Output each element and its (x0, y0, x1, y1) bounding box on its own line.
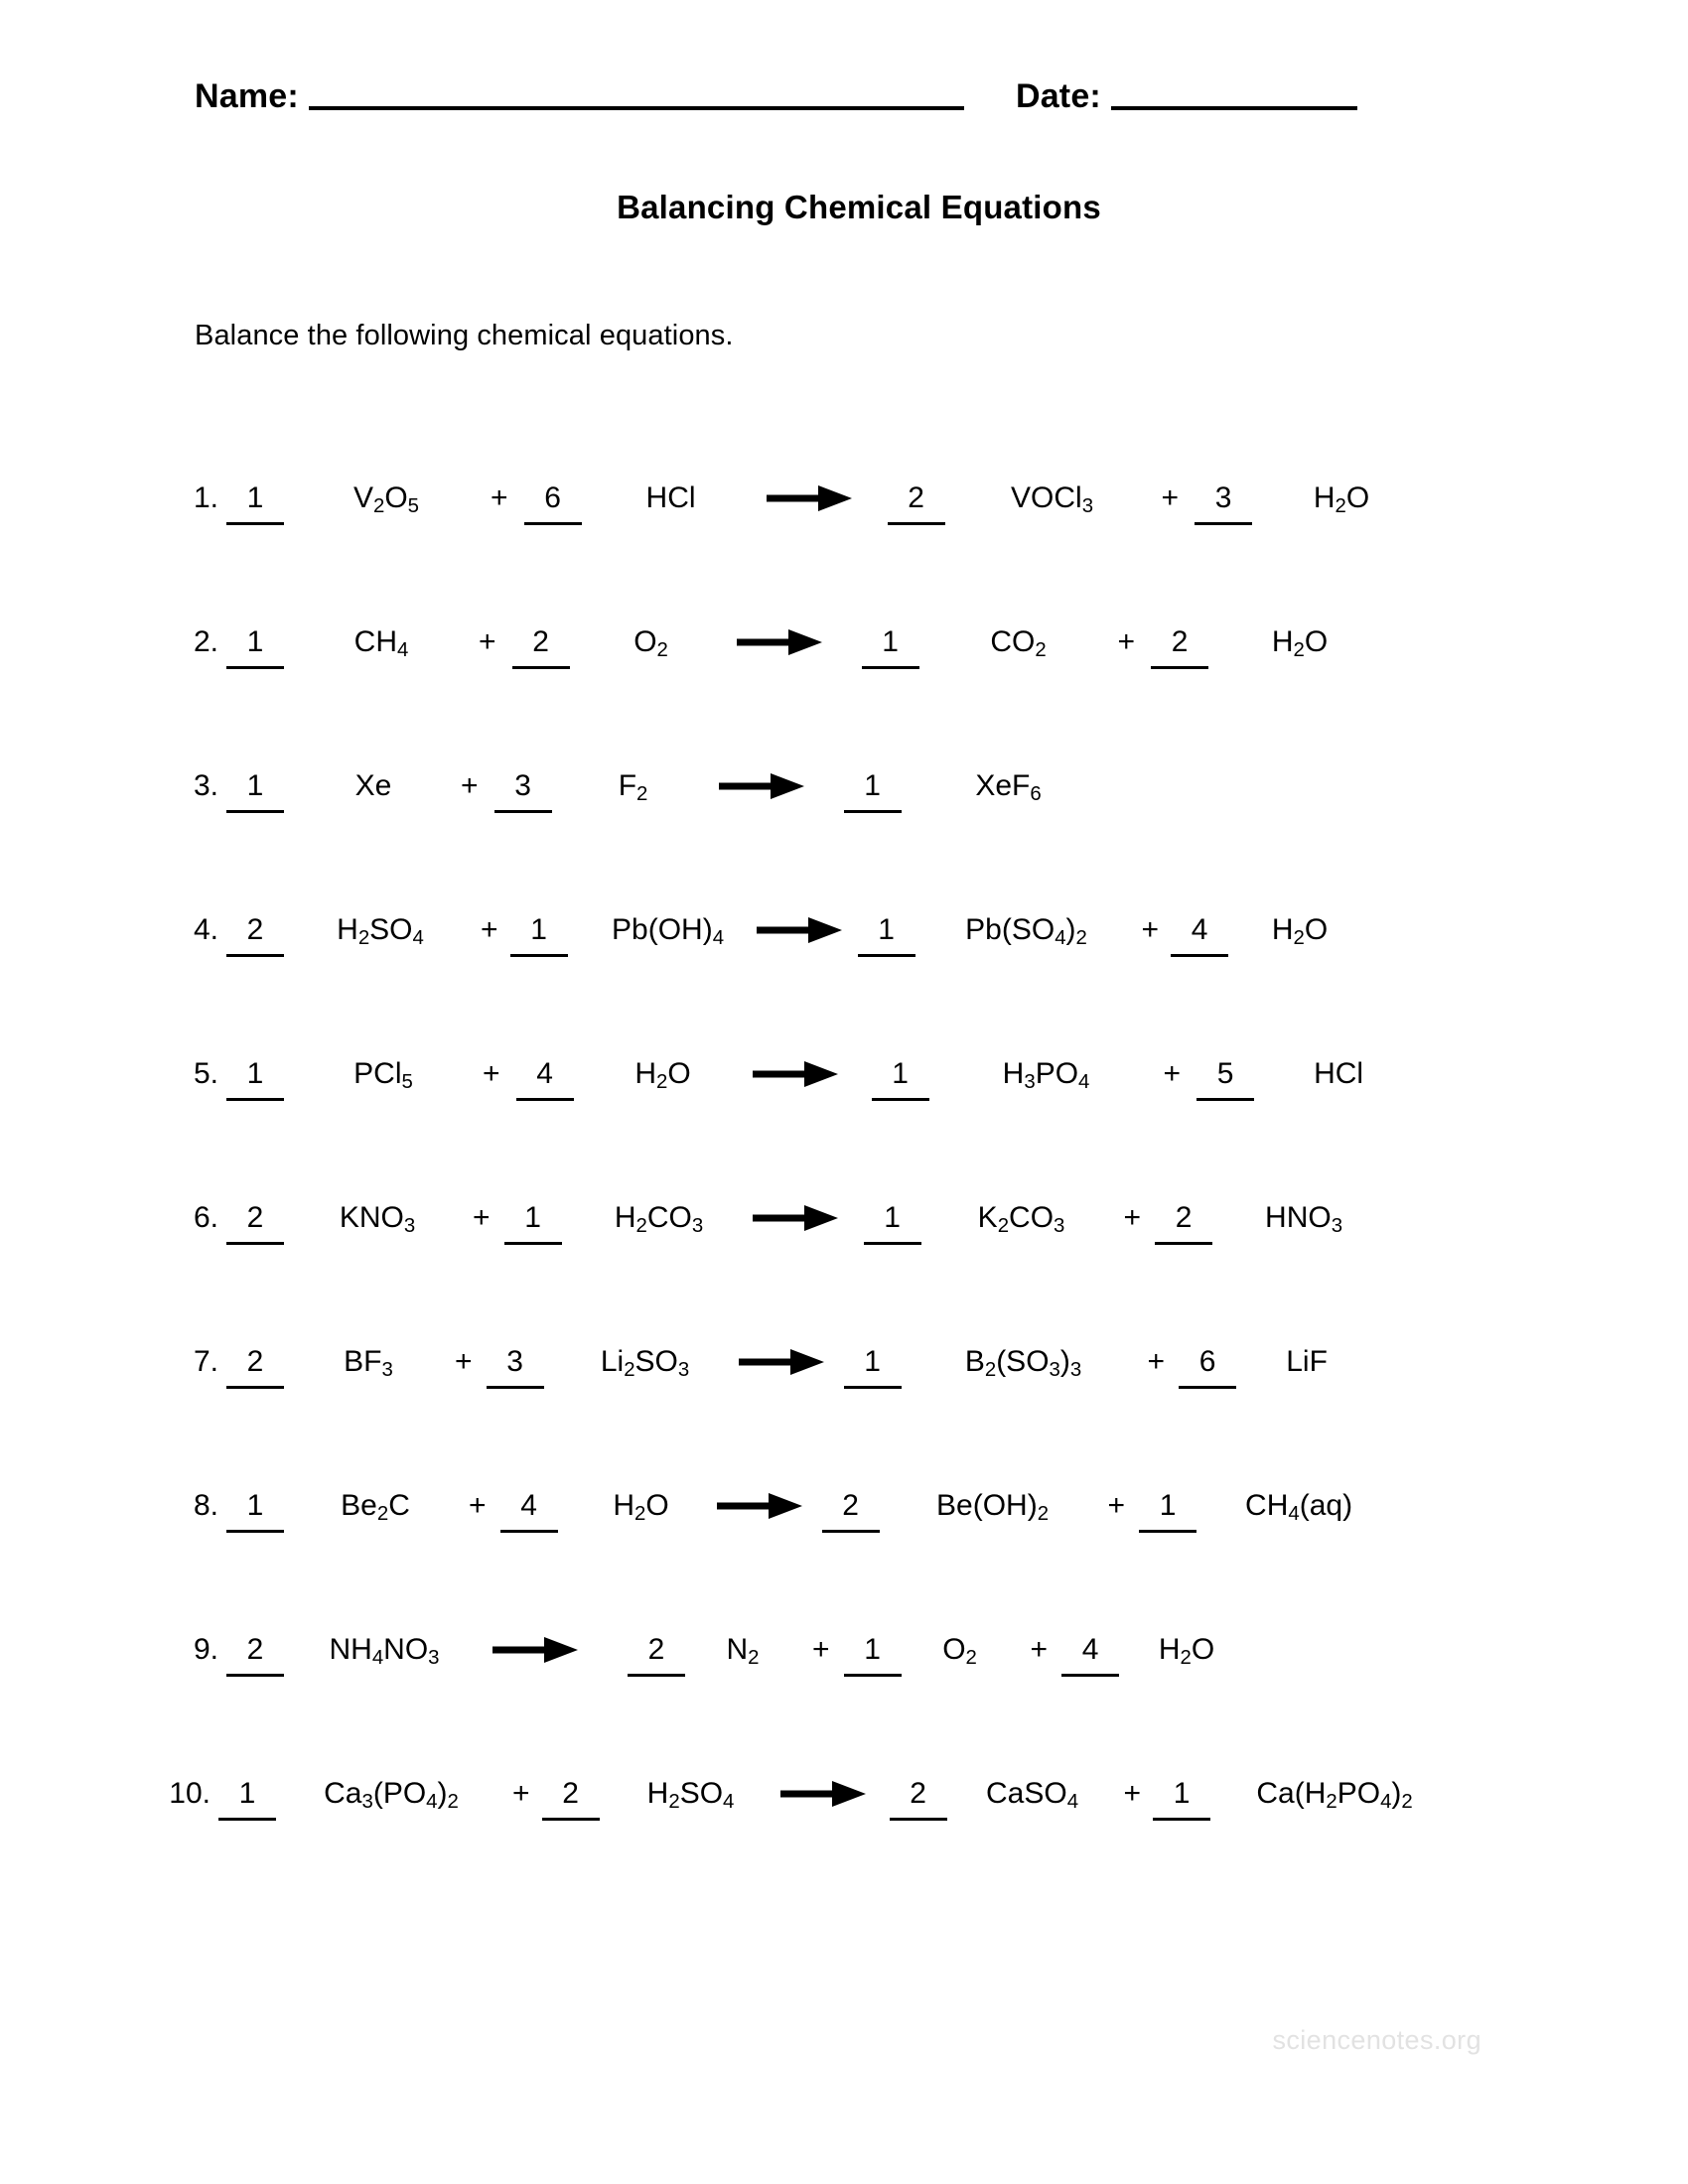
coefficient-blank-reactant-1[interactable]: 1 (226, 771, 284, 813)
coefficient-blank-product-1[interactable]: 1 (864, 1203, 921, 1245)
formula-KNO3: $KNO_3$ (339, 1201, 416, 1238)
formula-Pb(OH)4: $Pb(OH)_4$ (612, 913, 725, 950)
formula-H3PO4: $H_3PO_4$ (1002, 1057, 1090, 1094)
plus-sign: + (512, 1777, 530, 1810)
formula-Li2SO3: $Li_2SO_3$ (600, 1345, 690, 1382)
coefficient-blank-reactant-2[interactable]: 4 (516, 1059, 574, 1101)
formula-LiF: LiF (1286, 1345, 1328, 1378)
plus-sign: + (455, 1345, 473, 1378)
equation-number: 7. (193, 1345, 218, 1378)
coefficient-blank-product-1[interactable]: 1 (872, 1059, 929, 1101)
plus-sign: + (469, 1489, 487, 1522)
plus-sign: + (461, 769, 479, 802)
coefficient-blank-reactant-1[interactable]: 1 (218, 1779, 276, 1821)
equation-body (226, 483, 1688, 525)
plus-sign: + (1147, 1345, 1166, 1378)
formula-B2(SO3)3: $B_2(SO_3)_3$ (964, 1345, 1082, 1382)
formula-HNO3: $HNO_3$ (1265, 1201, 1343, 1238)
coefficient-blank-product-1[interactable]: 1 (844, 1347, 902, 1389)
formula-HCl: HCl (1314, 1057, 1364, 1090)
formula-V2O5: $V_2O_5$ (352, 481, 420, 518)
plus-sign: + (491, 481, 508, 514)
coefficient-blank-reactant-2[interactable]: 6 (524, 483, 582, 525)
formula-H2O: $H_2O$ (1313, 481, 1370, 518)
plus-sign: + (1117, 625, 1136, 658)
coefficient-blank-reactant-2[interactable]: 2 (542, 1779, 600, 1821)
plus-sign: + (812, 1633, 830, 1666)
equation-body (218, 1779, 1688, 1821)
formula-HCl: HCl (645, 481, 696, 514)
equation-list (0, 483, 1688, 1923)
coefficient-blank-product-2[interactable]: 2 (1151, 627, 1208, 669)
plus-sign: + (1163, 1057, 1182, 1090)
page-title: Balancing Chemical Equations (617, 189, 1101, 225)
equation-body (226, 771, 1688, 813)
equation-row (0, 1779, 1688, 1923)
coefficient-blank-product-3[interactable]: 4 (1061, 1635, 1119, 1677)
equation-number: 3. (193, 769, 218, 802)
formula-N2: $N_2$ (726, 1633, 760, 1670)
equation-row (0, 915, 1688, 1059)
coefficient-blank-reactant-2[interactable]: 4 (500, 1491, 558, 1533)
formula-CH4(aq): $CH_4(aq)$ (1245, 1489, 1353, 1526)
formula-Be2C: $Be_2C$ (341, 1489, 410, 1526)
equation-number: 10. (169, 1777, 211, 1810)
formula-O2: $O_2$ (633, 625, 668, 662)
equation-number: 1. (193, 481, 218, 514)
formula-H2SO4: $H_2SO_4$ (337, 913, 424, 950)
plus-sign: + (473, 1201, 491, 1234)
formula-VOCl3: VOCl$_3$ (1011, 481, 1094, 518)
coefficient-blank-product-2[interactable]: 3 (1195, 483, 1252, 525)
equation-body (226, 915, 1688, 957)
coefficient-blank-reactant-2[interactable]: 1 (510, 915, 568, 957)
formula-H2O: $H_2O$ (1271, 913, 1329, 950)
formula-O2: $O_2$ (942, 1633, 977, 1670)
coefficient-blank-reactant-1[interactable]: 2 (226, 1203, 284, 1245)
coefficient-blank-product-2[interactable]: 4 (1171, 915, 1228, 957)
plus-sign: + (1141, 913, 1160, 946)
equation-body (226, 1203, 1688, 1245)
arrow-right-icon (753, 1059, 838, 1089)
formula-NH4NO3: $NH_4NO_3$ (329, 1633, 440, 1670)
coefficient-blank-reactant-1[interactable]: 2 (226, 915, 284, 957)
equation-row (0, 1491, 1688, 1635)
equation-row (0, 771, 1688, 915)
coefficient-blank-product-2[interactable]: 1 (1153, 1779, 1210, 1821)
coefficient-blank-reactant-1[interactable]: 2 (226, 1347, 284, 1389)
formula-Pb(SO4)2: $Pb(SO_4)_2$ (965, 913, 1087, 950)
equation-number: 4. (193, 913, 218, 946)
equation-row (0, 1059, 1688, 1203)
arrow-right-icon (492, 1635, 578, 1665)
coefficient-blank-product-2[interactable]: 5 (1196, 1059, 1254, 1101)
formula-CaSO4: CaSO$_4$ (986, 1777, 1079, 1814)
formula-Ca(H2PO4)2: $Ca(H_2PO_4)_2$ (1256, 1777, 1413, 1814)
name-input-line[interactable] (309, 106, 964, 110)
coefficient-blank-product-2[interactable]: 1 (844, 1635, 902, 1677)
plus-sign: + (1123, 1777, 1142, 1810)
coefficient-blank-reactant-2[interactable]: 1 (504, 1203, 562, 1245)
formula-BF3: $BF_3$ (344, 1345, 393, 1382)
arrow-right-icon (757, 915, 842, 945)
date-input-line[interactable] (1111, 106, 1357, 110)
formula-Be(OH)2: $Be(OH)_2$ (936, 1489, 1050, 1526)
name-label: Name: (195, 77, 299, 115)
formula-CH4: $CH_4$ (353, 625, 409, 662)
coefficient-blank-product-1[interactable]: 1 (858, 915, 915, 957)
coefficient-blank-product-2[interactable]: 2 (1155, 1203, 1212, 1245)
coefficient-blank-reactant-1[interactable]: 1 (226, 1059, 284, 1101)
plus-sign: + (1161, 481, 1180, 514)
coefficient-blank-product-1[interactable]: 2 (888, 483, 945, 525)
equation-number: 5. (193, 1057, 218, 1090)
coefficient-blank-product-1[interactable]: 2 (822, 1491, 880, 1533)
equation-number: 8. (193, 1489, 218, 1522)
equation-number: 2. (193, 625, 218, 658)
arrow-right-icon (719, 771, 804, 801)
plus-sign: + (481, 913, 498, 946)
coefficient-blank-product-1[interactable]: 1 (844, 771, 902, 813)
equation-row (0, 627, 1688, 771)
equation-body (226, 1491, 1688, 1533)
coefficient-blank-product-1[interactable]: 2 (890, 1779, 947, 1821)
equation-row (0, 1635, 1688, 1779)
formula-H2CO3: $H_2CO_3$ (614, 1201, 704, 1238)
formula-F2: $F_2$ (618, 769, 648, 806)
arrow-right-icon (767, 483, 852, 513)
coefficient-blank-reactant-2[interactable]: 3 (494, 771, 552, 813)
arrow-right-icon (753, 1203, 838, 1233)
plus-sign: + (483, 1057, 500, 1090)
coefficient-blank-reactant-1[interactable]: 1 (226, 1491, 284, 1533)
footer-watermark: sciencenotes.org (1272, 2025, 1481, 2055)
plus-sign: + (1123, 1201, 1142, 1234)
plus-sign: + (479, 625, 496, 658)
formula-Xe: Xe (354, 769, 392, 802)
equation-body (226, 1347, 1688, 1389)
equation-number: 6. (193, 1201, 218, 1234)
equation-body (226, 1059, 1688, 1101)
formula-Ca3(PO4)2: $Ca_3(PO_4)_2$ (324, 1777, 459, 1814)
coefficient-blank-product-1[interactable]: 1 (862, 627, 919, 669)
formula-CO2: $CO_2$ (990, 625, 1047, 662)
equation-body (226, 627, 1688, 669)
coefficient-blank-reactant-2[interactable]: 2 (512, 627, 570, 669)
coefficient-blank-product-1[interactable]: 2 (628, 1635, 685, 1677)
header (195, 77, 1599, 116)
equation-row (0, 1203, 1688, 1347)
arrow-right-icon (780, 1779, 866, 1809)
date-label: Date: (1015, 77, 1101, 115)
coefficient-blank-reactant-1[interactable]: 1 (226, 627, 284, 669)
formula-K2CO3: $K_2CO_3$ (977, 1201, 1065, 1238)
formula-PCl5: PCl$_5$ (353, 1057, 413, 1094)
coefficient-blank-product-2[interactable]: 6 (1179, 1347, 1236, 1389)
formula-H2O: $H_2O$ (613, 1489, 669, 1526)
plus-sign: + (1030, 1633, 1049, 1666)
arrow-right-icon (717, 1491, 802, 1521)
coefficient-blank-reactant-1[interactable]: 2 (226, 1635, 284, 1677)
formula-H2O: $H_2O$ (1271, 625, 1329, 662)
equation-number: 9. (193, 1633, 218, 1666)
equation-row (0, 1347, 1688, 1491)
plus-sign: + (1107, 1489, 1126, 1522)
coefficient-blank-reactant-1[interactable]: 1 (226, 483, 284, 525)
arrow-right-icon (737, 627, 822, 657)
formula-H2O: $H_2O$ (634, 1057, 691, 1094)
coefficient-blank-product-2[interactable]: 1 (1139, 1491, 1196, 1533)
equation-row (0, 483, 1688, 627)
coefficient-blank-reactant-2[interactable]: 3 (487, 1347, 544, 1389)
formula-H2SO4: $H_2SO_4$ (646, 1777, 735, 1814)
formula-H2O: $H_2O$ (1158, 1633, 1215, 1670)
formula-XeF6: XeF$_6$ (975, 769, 1042, 806)
equation-body (226, 1635, 1688, 1677)
arrow-right-icon (739, 1347, 824, 1377)
instructions-text: Balance the following chemical equations. (195, 320, 734, 351)
